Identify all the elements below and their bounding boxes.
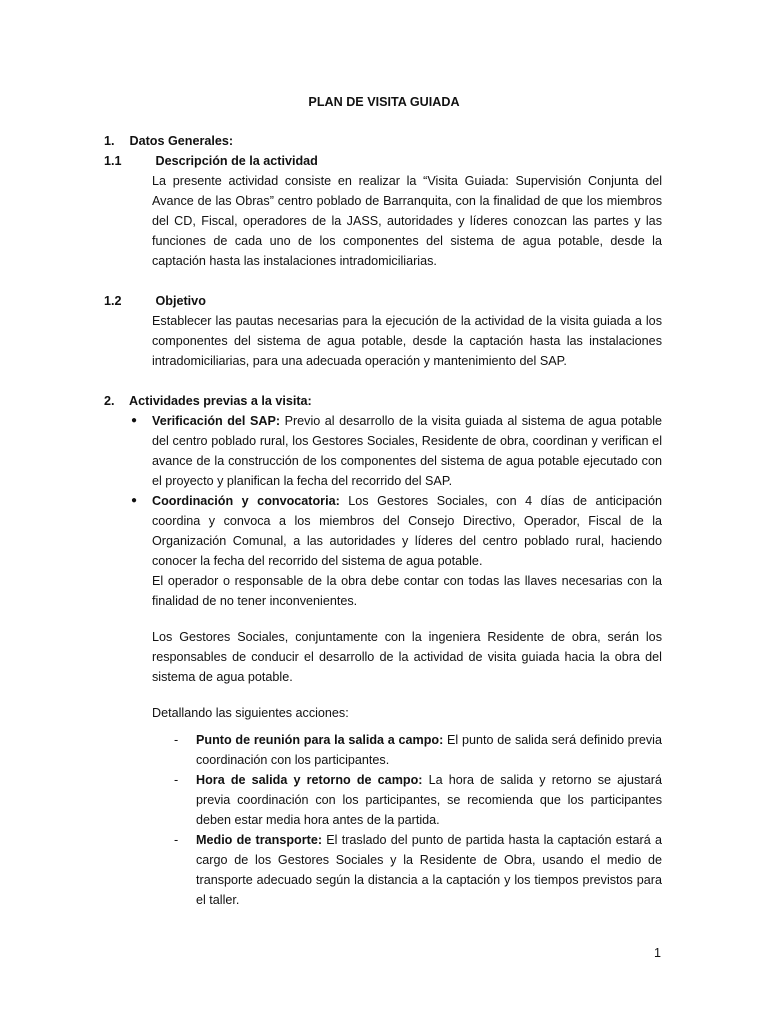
section-2-title: Actividades previas a la visita: xyxy=(129,394,312,408)
section-1-title: Datos Generales: xyxy=(129,134,234,148)
action-marker-hora: - xyxy=(174,773,179,787)
section-1-2-heading xyxy=(104,291,206,311)
section-1-1-text: La presente actividad consiste en realizar la “Visita Guiada: Supervisión Conjunta del Avance de las Obras” centro poblado de Barranquita, con la finalidad de que los miembros del CD, Fiscal, operadores de la JASS, autoridades y líderes conozcan las partes y las funciones de cada uno de los componentes del sistema de agua potable, desde la captación hasta las instalaciones intradomiciliarias. xyxy=(152,174,662,268)
section-1-2-text: Establecer las pautas necesarias para la ejecución de la actividad de la visita guiada a los componentes del sistema de agua potable, desde la captación hasta las instalaciones intradomiciliarias, para una adecuada operación y mantenimiento del SAP. xyxy=(152,314,662,368)
bullet-verificacion-label: Verificación del SAP: xyxy=(152,414,281,428)
action-marker-transporte: - xyxy=(174,833,179,847)
section-1-heading xyxy=(104,131,233,151)
section-1-1-heading xyxy=(104,151,318,171)
document-title: PLAN DE VISITA GUIADA xyxy=(308,95,460,109)
section-1-number: 1. xyxy=(104,134,115,148)
section-1-2-number: 1.2 xyxy=(104,294,122,308)
paragraph-detallando: Detallando las siguientes acciones: xyxy=(152,706,349,720)
action-punto-reunion xyxy=(196,730,662,770)
bullet-marker-verificacion: ● xyxy=(131,415,138,426)
action-punto-text: El punto de salida será definido previa coordinación con los participantes. xyxy=(196,733,662,767)
bullet-coordinacion-label: Coordinación y convocatoria: xyxy=(152,494,340,508)
action-hora-text: La hora de salida y retorno se ajustará previa coordinación con los participantes, se recomienda que los participantes deben estar media hora antes de la partida. xyxy=(196,773,662,827)
page-number: 1 xyxy=(654,946,662,960)
action-medio-transporte xyxy=(196,830,662,910)
bullet-coordinacion xyxy=(152,491,662,571)
action-punto-label: Punto de reunión para la salida a campo: xyxy=(196,733,444,747)
paragraph-gestores: Los Gestores Sociales, conjuntamente con la ingeniera Residente de obra, serán los responsables de conducir el desarrollo de la actividad de visita guiada hacia la obra del sistema de agua potable. xyxy=(152,630,662,684)
bullet-verificacion xyxy=(152,411,662,491)
section-1-2-title: Objetivo xyxy=(155,294,206,308)
bullet-marker-coordinacion: ● xyxy=(131,495,138,506)
action-transporte-label: Medio de transporte: xyxy=(196,833,323,847)
action-hora-salida xyxy=(196,770,662,830)
action-marker-punto: - xyxy=(174,733,179,747)
section-1-1-number: 1.1 xyxy=(104,154,122,168)
bullet-coordinacion-text: Los Gestores Sociales, con 4 días de anticipación coordina y convoca a los miembros del Consejo Directivo, Operador, Fiscal de la Organización Comunal, a las autoridades y líderes del centro poblado rural, haciendo conocer la fecha del recorrido del sistema de agua potable. xyxy=(152,494,662,568)
action-transporte-text: El traslado del punto de partida hasta la captación estará a cargo de los Gestores Sociales y la Residente de Obra, usando el medio de transporte adecuado según la distancia a la captación y los tiempos previstos para el taller. xyxy=(196,833,662,907)
bullet-coordinacion-extra: El operador o responsable de la obra debe contar con todas las llaves necesarias con la finalidad de no tener inconvenientes. xyxy=(152,574,662,608)
bullet-verificacion-text: Previo al desarrollo de la visita guiada al sistema de agua potable del centro poblado rural, los Gestores Sociales, Residente de obra, coordinan y verifican el avance de la construcción de los componentes del sistema de agua potable ejecutado con el proyecto y planifican la fecha del recorrido del SAP. xyxy=(152,414,663,488)
section-1-1-title: Descripción de la actividad xyxy=(155,154,318,168)
section-2-heading xyxy=(104,391,312,411)
action-hora-label: Hora de salida y retorno de campo: xyxy=(196,773,423,787)
section-2-number: 2. xyxy=(104,394,115,408)
